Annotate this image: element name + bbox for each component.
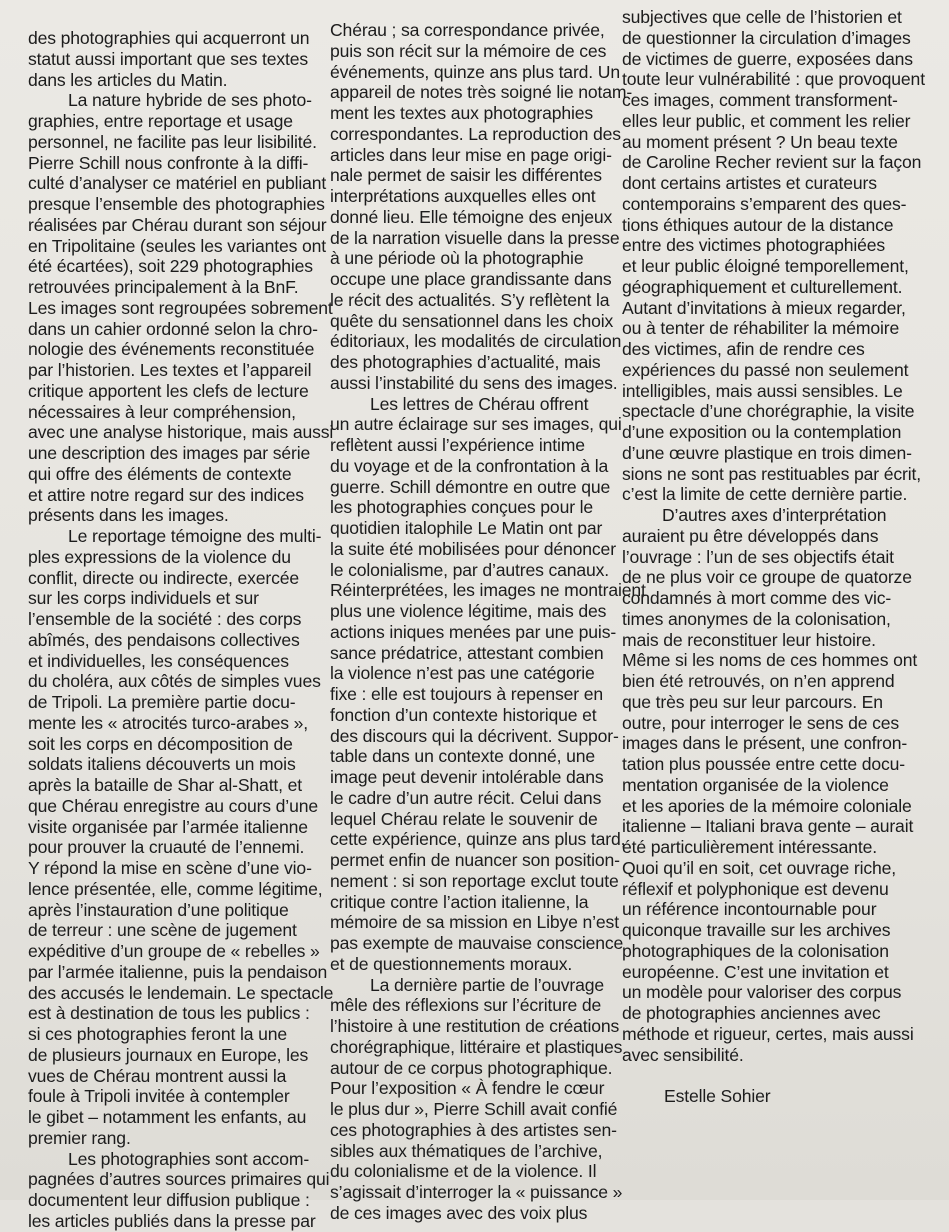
text-line: ou à tenter de réhabiliter la mémoire [622, 318, 900, 339]
text-line: vues de Chérau montrent aussi la [28, 1065, 287, 1086]
text-line: par l’armée italienne, puis la pendaison [28, 961, 328, 982]
text-line: en Tripolitaine (seules les variantes ont [28, 235, 326, 256]
text-line: soit les corps en décomposition de [28, 733, 293, 754]
text-line: ment les textes aux photographies [330, 103, 594, 123]
text-line: mêle des réflexions sur l’écriture de [330, 995, 602, 1016]
text-line: été particulièrement intéressante. [622, 837, 878, 857]
text-line: quête du sensationnel dans les choix [330, 310, 614, 331]
text-line: Réinterprétées, les images ne montraient [330, 580, 646, 601]
text-line: quotidien italophile Le Matin ont par [330, 518, 603, 538]
text-line: réflexif et polyphonique est devenu [622, 878, 889, 899]
text-line: critique contre l’action italienne, la [330, 891, 589, 912]
text-line: abîmés, des pendaisons collectives [28, 629, 300, 650]
text-line: c’est la limite de cette dernière partie. [622, 484, 908, 505]
text-line: au moment présent ? Un beau texte [622, 131, 898, 152]
text-line: statut aussi important que ses textes [28, 48, 309, 69]
text-line: visite organisée par l’armée italienne [28, 816, 308, 837]
text-line: cette expérience, quinze ans plus tard, [330, 829, 626, 850]
text-line: pour prouver la cruauté de l’ennemi. [28, 837, 305, 858]
text-line: dont certains artistes et curateurs [622, 173, 877, 193]
text-line: à une période où la photographie [330, 248, 584, 269]
text-line: le gibet – notamment les enfants, au [28, 1107, 307, 1127]
text-line: conflit, directe ou indirecte, exercée [28, 567, 300, 588]
text-line: dans un cahier ordonné selon la chro- [28, 318, 318, 339]
text-line: chorégraphique, littéraire et plastiques [330, 1036, 623, 1057]
text-line: nologie des événements reconstituée [28, 339, 315, 360]
text-line: photographiques de la colonisation [622, 940, 889, 961]
text-line: avec sensibilité. [622, 1044, 744, 1065]
text-line: expériences du passé non seulement [622, 359, 909, 380]
text-line: la violence n’est pas une catégorie [330, 663, 595, 684]
text-line: l’histoire à une restitution de créations [330, 1016, 620, 1036]
text-line: européenne. C’est une invitation et [622, 961, 889, 982]
text-line: tions éthiques autour de la distance [622, 214, 894, 235]
column-middle [330, 20, 646, 1224]
text-line: de Tripoli. La première partie docu- [28, 692, 296, 712]
text-line: Le reportage témoigne des multi- [68, 526, 322, 546]
text-line: puis son récit sur la mémoire de ces [330, 40, 607, 61]
text-line: des discours qui la décrivent. Suppor- [330, 725, 619, 746]
text-line: aussi l’instabilité du sens des images. [330, 372, 618, 393]
text-line: outre, pour interroger le sens de ces [622, 712, 900, 733]
text-line: du choléra, aux côtés de simples vues [28, 671, 321, 692]
text-line: contemporains s’emparent des ques- [622, 193, 907, 214]
text-line: présents dans les images. [28, 505, 229, 526]
text-line: articles dans leur mise en page origi- [330, 144, 612, 165]
text-line: La dernière partie de l’ouvrage [370, 974, 604, 995]
text-line: avec une analyse historique, mais aussi [28, 422, 334, 443]
text-line: pagnées d’autres sources primaires qui [28, 1169, 330, 1190]
text-line: D’autres axes d’interprétation [662, 505, 887, 525]
text-line: de ces images avec des voix plus [330, 1202, 588, 1223]
text-line: l’ensemble de la société : des corps [28, 609, 302, 629]
text-line: le colonialisme, par d’autres canaux. [330, 559, 610, 580]
text-line: guerre. Schill démontre en outre que [330, 476, 611, 497]
text-line: sibles aux thématiques de l’archive, [330, 1140, 603, 1161]
text-line: Les lettres de Chérau offrent [370, 393, 589, 414]
text-line: du colonialisme et de la violence. Il [330, 1161, 597, 1182]
text-line: du voyage et de la confrontation à la [330, 455, 609, 476]
text-line: si ces photographies feront la une [28, 1024, 287, 1044]
text-line: Même si les noms de ces hommes ont [622, 650, 918, 671]
text-line: de la narration visuelle dans la presse [330, 227, 620, 248]
text-line: des accusés le lendemain. Le spectacle [28, 982, 334, 1003]
text-line: pas exempte de mauvaise conscience [330, 933, 624, 953]
text-line: entre des victimes photographiées [622, 235, 886, 256]
text-line: les articles publiés dans la presse par [28, 1210, 316, 1231]
text-line: reflètent aussi l’expérience intime [330, 435, 585, 455]
text-line: d’une exposition ou la contemplation [622, 422, 902, 442]
text-line: qui offre des éléments de contexte [28, 463, 292, 484]
text-line: Pierre Schill nous confronte à la diffi- [28, 152, 309, 173]
text-line: subjectives que celle de l’historien et [622, 7, 902, 27]
text-line: plus une violence légitime, mais des [330, 601, 607, 621]
text-line: de terreur : une scène de jugement [28, 920, 297, 941]
text-line: mente les « atrocités turco-arabes », [28, 712, 308, 733]
text-line: méthode et rigueur, certes, mais aussi [622, 1023, 914, 1044]
text-line: mémoire de sa mission en Libye n’est [330, 912, 619, 933]
text-line: critique apportent les clefs de lecture [28, 380, 309, 401]
text-line: fixe : elle est toujours à repenser en [330, 684, 604, 704]
text-line: s’agissait d’interroger la « puissance » [330, 1182, 623, 1202]
text-line: après l’instauration d’une politique [28, 899, 289, 920]
text-line: Les images sont regroupées sobrement [28, 297, 333, 318]
text-line: et les apories de la mémoire coloniale [622, 795, 912, 816]
text-line: interprétations auxquelles elles ont [330, 186, 596, 206]
text-line: de questionner la circulation d’images [622, 27, 911, 48]
text-line: spectacle d’une chorégraphie, la visite [622, 401, 915, 422]
text-line: de Caroline Recher revient sur la façon [622, 152, 922, 173]
text-line: de photographies anciennes avec [622, 1003, 881, 1023]
text-line: La nature hybride de ses photo- [68, 90, 312, 111]
text-line: table dans un contexte donné, une [330, 746, 596, 767]
text-line: soldats italiens découverts un mois [28, 754, 296, 775]
text-line: de ne plus voir ce groupe de quatorze [622, 567, 912, 588]
text-line: elles leur public, et comment les relier [622, 110, 911, 131]
text-line: image peut devenir intolérable dans [330, 767, 604, 787]
text-line: été écartées), soit 229 photographies [28, 256, 313, 277]
text-line: la suite été mobilisées pour dénoncer [330, 538, 616, 559]
text-line: ces photographies à des artistes sen- [330, 1119, 617, 1140]
text-line: actions iniques menées par une puis- [330, 621, 617, 642]
text-line: Autant d’invitations à mieux regarder, [622, 297, 906, 318]
text-line: Pour l’exposition « À fendre le cœur [330, 1078, 605, 1099]
text-line: le récit des actualités. S’y reflètent la [330, 289, 610, 310]
text-line: quiconque travaille sur les archives [622, 920, 891, 940]
text-line: images dans le présent, une confron- [622, 733, 908, 754]
text-line: sance prédatrice, attestant combien [330, 642, 604, 663]
text-line: retrouvées principalement à la BnF. [28, 277, 299, 297]
text-line: est à destination de tous les publics : [28, 1003, 310, 1024]
author-signature: Estelle Sohier [664, 1086, 771, 1106]
text-line: nement : si son reportage exclut toute [330, 870, 619, 891]
text-line: des photographies qui acquerront un [28, 28, 310, 48]
text-line: occupe une place grandissante dans [330, 269, 612, 289]
text-line: sur les corps individuels et sur [28, 588, 259, 609]
text-line: Chérau ; sa correspondance privée, [330, 20, 605, 40]
text-line: Quoi qu’il en soit, cet ouvrage riche, [622, 857, 896, 878]
text-line: un modèle pour valoriser des corpus [622, 982, 902, 1003]
text-line: documentent leur diffusion publique : [28, 1190, 310, 1210]
text-line [622, 1065, 922, 1086]
text-line: mentation organisée de la violence [622, 774, 889, 795]
text-line: Les photographies sont accom- [68, 1148, 310, 1169]
text-line: et leur public éloigné temporellement, [622, 256, 909, 276]
text-line: personnel, ne facilite pas leur lisibilité. [28, 131, 317, 152]
text-line: d’une œuvre plastique en trois dimen- [622, 442, 912, 463]
text-line: presque l’ensemble des photographies [28, 194, 325, 214]
text-line: autour de ce corpus photographique. [330, 1057, 613, 1078]
text-line: donné lieu. Elle témoigne des enjeux [330, 206, 613, 227]
text-line: éditoriaux, les modalités de circulation [330, 331, 622, 352]
text-line: bien été retrouvés, on n’en apprend [622, 671, 895, 691]
text-line: une description des images par série [28, 443, 311, 463]
text-line: que Chérau enregistre au cours d’une [28, 795, 318, 816]
text-line: premier rang. [28, 1127, 131, 1148]
text-line: appareil de notes très soigné lie notam- [330, 82, 633, 103]
text-line: graphies, entre reportage et usage [28, 111, 293, 131]
text-line: les photographies conçues pour le [330, 497, 594, 518]
text-line: Y répond la mise en scène d’une vio- [28, 858, 312, 878]
text-line: mais de reconstituer leur histoire. [622, 629, 876, 650]
text-line: l’ouvrage : l’un de ses objectifs était [622, 546, 894, 567]
text-line: ces images, comment transforment- [622, 90, 898, 110]
text-line: culté d’analyser ce matériel en publiant [28, 173, 327, 194]
text-line: des victimes, afin de rendre ces [622, 339, 865, 359]
text-line: intelligibles, mais aussi sensibles. Le [622, 380, 903, 401]
text-line: de victimes de guerre, exposées dans [622, 48, 913, 69]
text-line: times anonymes de la colonisation, [622, 608, 891, 629]
text-line: et attire notre regard sur des indices [28, 484, 304, 505]
text-line: géographiquement et culturellement. [622, 276, 903, 297]
text-line: de plusieurs journaux en Europe, les [28, 1044, 309, 1065]
text-line: le cadre d’un autre récit. Celui dans [330, 787, 602, 808]
text-line: sions ne sont pas restituables par écrit, [622, 463, 921, 484]
text-line: ples expressions de la violence du [28, 546, 291, 567]
text-line: par l’historien. Les textes et l’appareil [28, 360, 312, 380]
text-line: permet enfin de nuancer son position- [330, 850, 620, 870]
text-line: que très peu sur leur parcours. En [622, 691, 883, 712]
text-line: nale permet de saisir les différentes [330, 165, 602, 186]
text-line: un référence incontournable pour [622, 899, 877, 920]
column-left [28, 28, 334, 1232]
text-line: foule à Tripoli invitée à contempler [28, 1086, 290, 1107]
text-line: réalisées par Chérau durant son séjour [28, 214, 327, 235]
text-line: lence présentée, elle, comme légitime, [28, 878, 323, 899]
text-line: lequel Chérau relate le souvenir de [330, 808, 598, 829]
text-line: expéditive d’un groupe de « rebelles » [28, 941, 320, 961]
text-line: et individuelles, les conséquences [28, 650, 289, 671]
text-line: dans les articles du Matin. [28, 69, 228, 90]
text-line: après la bataille de Shar al-Shatt, et [28, 775, 303, 795]
text-line: toute leur vulnérabilité : que provoquent [622, 69, 925, 90]
text-line: fonction d’un contexte historique et [330, 704, 597, 725]
text-line: correspondantes. La reproduction des [330, 123, 621, 144]
text-line: un autre éclairage sur ses images, qui [330, 414, 622, 435]
text-line: le plus dur », Pierre Schill avait confié [330, 1099, 618, 1119]
text-line: italienne – Italiani brava gente – aurait [622, 816, 914, 837]
text-line: et de questionnements moraux. [330, 953, 573, 974]
text-line: condamnés à mort comme des vic- [622, 588, 892, 608]
text-line: des photographies d’actualité, mais [330, 352, 601, 372]
text-line: nécessaires à leur compréhension, [28, 401, 296, 422]
text-line: auraient pu être développés dans [622, 525, 879, 546]
text-line: tation plus poussée entre cette docu- [622, 754, 905, 774]
text-line: événements, quinze ans plus tard. Un [330, 61, 620, 82]
column-right [622, 7, 925, 1107]
